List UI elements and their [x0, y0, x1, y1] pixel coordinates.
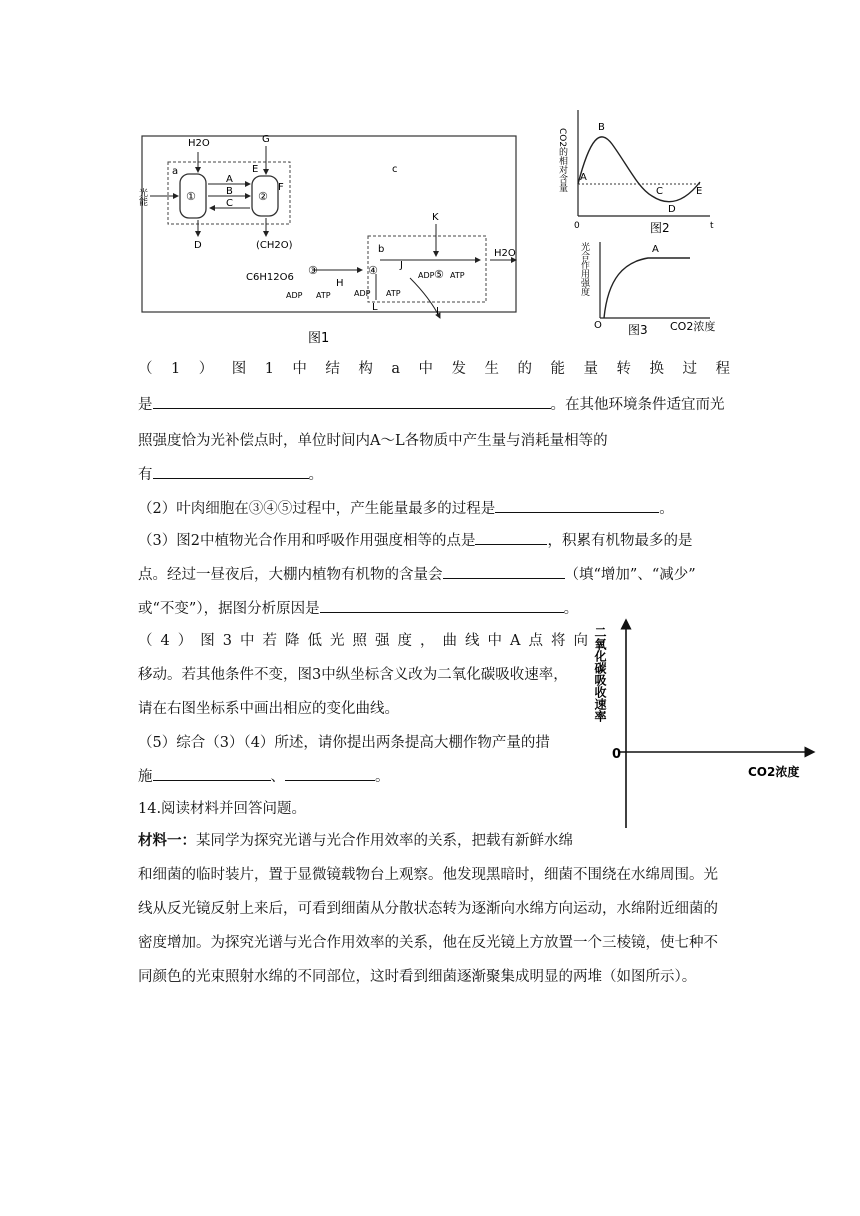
q4-line1: （4）图3中若降低光照强度，曲线中A点将向: [138, 633, 588, 649]
fig1-adp3: ADP: [418, 271, 435, 280]
q1-line1: （1）图1中结构a中发生的能量转换过程: [138, 361, 730, 377]
q3-blank-3[interactable]: [320, 596, 564, 613]
q14-line4: 密度增加。为探究光谱与光合作用效率的关系，他在反光镜上方放置一个三棱镜，使七种不: [138, 935, 718, 951]
q14-line5: 同颜色的光束照射水绵的不同部位，这时看到细菌逐渐聚集成明显的两堆（如图所示）。: [138, 969, 697, 985]
q5-line1: （5）综合（3）（4）所述，请你提出两条提高大棚作物产量的措: [138, 735, 550, 751]
fig1-B: B: [226, 186, 233, 197]
fig1-atp2: ATP: [386, 289, 401, 298]
fig2-point-D: D: [668, 204, 676, 215]
fig1-five: ⑤: [434, 268, 444, 281]
fig2-xlabel: t: [710, 221, 714, 231]
q5-blank-2[interactable]: [285, 764, 375, 781]
q3-blank-1[interactable]: [475, 528, 547, 545]
fig3-xlabel: CO2浓度: [670, 320, 716, 333]
answer-graph-ylabel: 二氧化碳吸收速率: [593, 626, 607, 722]
figure-3-chart: [580, 238, 730, 338]
fig1-C: C: [226, 198, 233, 209]
fig2-origin: 0: [574, 221, 580, 231]
fig1-four: ④: [368, 264, 378, 277]
fig3-caption: 图3: [628, 323, 648, 337]
q1-blank-2[interactable]: [153, 462, 309, 479]
fig1-light: 光能: [137, 188, 147, 206]
fig2-point-C: C: [656, 186, 663, 197]
q3-line3: 或“不变”），据图分析原因是 。: [138, 594, 730, 624]
fig1-glucose: C6H12O6: [246, 272, 294, 283]
fig1-caption: 图1: [308, 331, 330, 346]
q3-line2: 点。经过一昼夜后，大棚内植物有机物的含量会 （填“增加”、“减少”: [138, 560, 730, 590]
answer-graph-xlabel: CO2浓度: [748, 765, 800, 779]
fig1-one: ①: [186, 190, 196, 203]
fig1-adp1: ADP: [286, 291, 303, 300]
fig1-b: b: [378, 244, 385, 255]
figure-1-diagram: [137, 128, 530, 348]
q1-line4: 有 。: [138, 460, 730, 490]
q4-line3: 请在右图坐标系中画出相应的变化曲线。: [138, 701, 399, 717]
q14-line3: 线从反光镜反射上来后，可看到细菌从分散状态转为逐渐向水绵方向运动，水绵附近细菌的: [138, 901, 718, 917]
q14-line1: 材料一：某同学为探究光谱与光合作用效率的关系，把载有新鲜水绵: [138, 832, 573, 849]
q5-blank-1[interactable]: [153, 764, 271, 781]
fig1-h2o-top: H2O: [188, 138, 210, 149]
q1-blank-1[interactable]: [153, 392, 551, 409]
fig3-ylabel: 光合作用强度: [579, 242, 589, 296]
fig1-a: a: [172, 166, 179, 177]
fig2-curve: [578, 137, 703, 202]
fig1-g: G: [262, 134, 270, 145]
fig1-L: L: [372, 302, 378, 313]
fig2-point-A: A: [580, 172, 587, 183]
fig1-E: E: [252, 164, 259, 175]
fig1-K: K: [432, 212, 439, 223]
fig1-H: H: [336, 278, 344, 289]
q4-line2: 移动。若其他条件不变，图3中纵坐标含义改为二氧化碳吸收速率，: [138, 667, 568, 683]
fig1-atp1: ATP: [316, 291, 331, 300]
q1-line3: 照强度恰为光补偿点时，单位时间内A～L各物质中产生量与消耗量相等的: [138, 433, 608, 449]
fig1-ch2o: (CH2O): [256, 240, 293, 251]
q14-line2: 和细菌的临时装片，置于显微镜载物台上观察。他发现黑暗时，细菌不围绕在水绵周围。光: [138, 867, 718, 883]
fig1-h2o-right: H2O: [494, 248, 516, 259]
q2-line: （2）叶肉细胞在③④⑤过程中，产生能量最多的过程是 。: [138, 494, 730, 524]
q3-blank-2[interactable]: [443, 562, 565, 579]
q14-heading: 14.阅读材料并回答问题。: [138, 801, 307, 817]
fig2-point-E: E: [696, 186, 703, 197]
fig1-two: ②: [258, 190, 268, 203]
fig1-three: ③: [308, 264, 318, 277]
fig1-I: I: [436, 306, 439, 317]
fig2-caption: 图2: [650, 221, 670, 235]
q5-line2: 施 、 。: [138, 762, 598, 792]
q2-blank[interactable]: [495, 496, 659, 513]
fig3-curve: [604, 258, 690, 318]
fig1-F: F: [278, 182, 284, 193]
fig1-adp2: ADP: [354, 289, 371, 298]
fig3-point-A: A: [652, 244, 659, 255]
q1-line2: 是 。在其他环境条件适宜而光: [138, 390, 730, 420]
q3-line1: （3）图2中植物光合作用和呼吸作用强度相等的点是 ，积累有机物最多的是: [138, 526, 730, 556]
fig2-ylabel: CO2的相对含量: [557, 128, 567, 193]
fig3-origin: O: [594, 320, 602, 331]
fig1-D: D: [194, 240, 202, 251]
fig2-point-B: B: [598, 122, 605, 133]
fig1-J: J: [400, 260, 403, 271]
answer-graph-origin: 0: [612, 747, 622, 762]
fig1-A: A: [226, 174, 233, 185]
fig1-atp3: ATP: [450, 271, 465, 280]
figure-2-chart: [557, 108, 730, 235]
q14-material-label: 材料一：: [138, 832, 196, 849]
fig1-c: c: [392, 164, 398, 175]
